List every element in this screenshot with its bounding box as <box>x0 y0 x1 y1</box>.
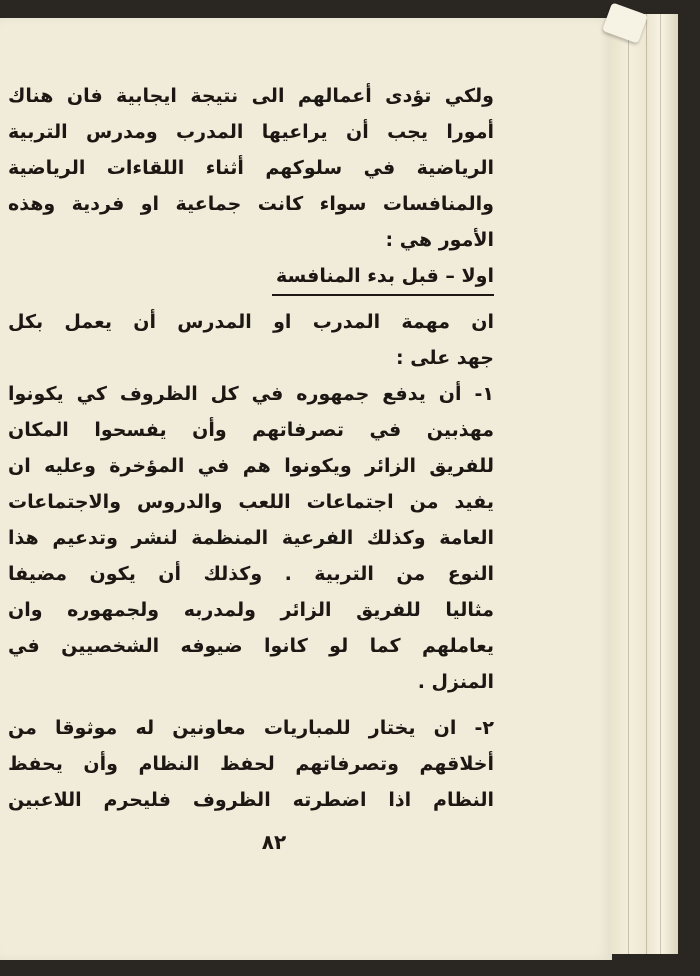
text-line: ولكي تؤدى أعمالهم الى نتيجة ايجابية فان هناك <box>8 85 494 107</box>
text-line: النوع من التربية . وكذلك أن يكون مضيفا <box>8 563 494 585</box>
text-line: ١- أن يدفع جمهوره في كل الظروف كي يكونوا <box>8 383 494 405</box>
text-line: يفيد من اجتماعات اللعب والدروس والاجتماعات <box>8 491 494 513</box>
page-text <box>8 78 494 818</box>
text-line: أمورا يجب أن يراعيها المدرب ومدرس التربية <box>8 121 494 143</box>
text-line: الرياضية في سلوكهم أثناء اللقاءات الرياضية <box>8 157 494 179</box>
text-line: ٢- ان يختار للمباريات معاونين له موثوقا من <box>8 717 494 739</box>
list-item-1 <box>8 376 494 700</box>
list-item-2 <box>8 710 494 818</box>
text-line: للفريق الزائر ويكونوا هم في المؤخرة وعليه ان <box>8 455 494 477</box>
page-stack-edge <box>610 14 678 954</box>
lead-paragraph <box>8 304 494 376</box>
page-number: ٨٢ <box>261 830 287 854</box>
text-line: جهد على : <box>396 347 494 369</box>
text-line: مهذبين في تصرفاتهم وأن يفسحوا المكان <box>8 419 494 441</box>
text-line: المنزل . <box>417 671 494 693</box>
text-line: مثاليا للفريق الزائر ولمدربه ولجمهوره وان <box>8 599 494 621</box>
text-line: والمنافسات سواء كانت جماعية او فردية وهذه <box>8 193 494 215</box>
text-line: ان مهمة المدرب او المدرس أن يعمل بكل <box>8 311 494 333</box>
text-line: أخلاقهم وتصرفاتهم لحفظ النظام وأن يحفظ <box>8 753 494 775</box>
text-line: الأمور هي : <box>385 229 494 251</box>
text-line: يعاملهم كما لو كانوا ضيوفه الشخصيين في <box>8 635 494 657</box>
intro-paragraph <box>8 78 494 258</box>
text-line: العامة وكذلك الفرعية المنظمة لنشر وتدعيم هذا <box>8 527 494 549</box>
text-line: النظام اذا اضطرته الظروف فليحرم اللاعبين <box>8 789 494 811</box>
section-heading: اولا – قبل بدء المنافسة <box>272 258 494 296</box>
